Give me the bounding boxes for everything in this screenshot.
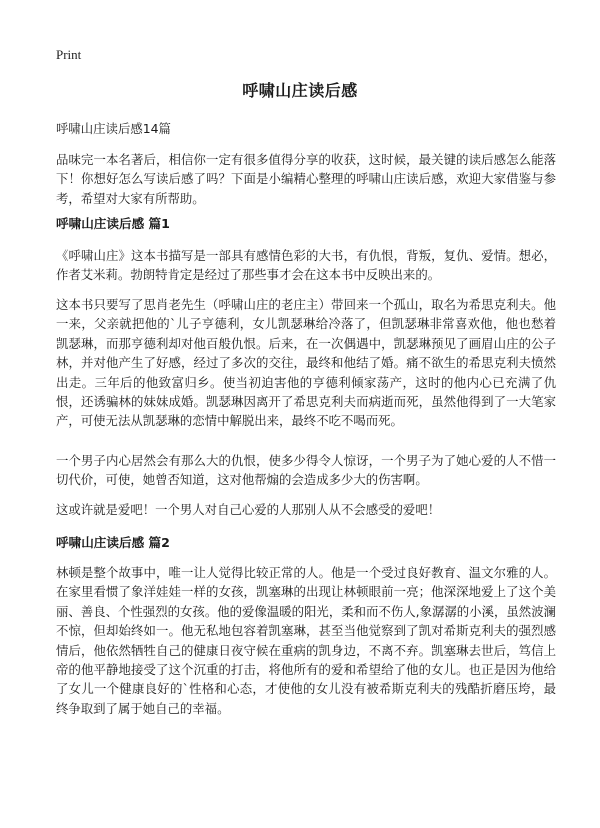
section-1-paragraph-4: 这或许就是爱吧！一个男人对自己心爱的人那别人从不会感受的爱吧！ [56, 502, 441, 517]
section-2-paragraph-1: 林顿是整个故事中，唯一让人觉得比较正常的人。他是一个受过良好教育、温文尔雅的人。在家里看惯了象洋娃娃一样的女孩，凯塞琳的出现让林顿眼前一亮；他深深地爱上了这个美丽、善良、个性强烈的女孩。他的爱像温暖的阳光，柔和而不伤人,象潺潺的小溪，虽然波澜不惊，但却始终如一。他无私地包容着凯塞琳，甚至当他觉察到了凯对希斯克利夫的强烈感情后，他依然牺牲自己的健康日夜守候在重病的凯身边，不离不弃。凯塞琳去世后，笃信上帝的他平静地接受了这个沉重的打击，将他所有的爱和希望给了他的女儿。也正是因为他给了女儿一个健康良好的`性格和心态，才使他的女儿没有被希斯克利夫的残酷折磨压垮，最终争取到了属于她自己的幸福。 [56, 565, 556, 716]
section-1-paragraph-2: 这本书只要写了思肖老先生（呼啸山庄的老庄主）带回来一个孤山，取名为希思克利夫。他一来，父亲就把他的`儿子亨德利，女儿凯瑟琳给冷落了，但凯瑟琳非常喜欢他，他也愁着凯瑟琳，而那亨德利却对他百般仇恨。后来，在一次偶遇中，凯瑟琳预见了画眉山庄的公子林，并对他产生了好感，经过了多次的交往，最终和他结了婚。痛不欲生的希思克利夫愤然出走。三年后的他致富归乡。使当初迫害他的亨德利倾家荡产，这时的他内心已充满了仇恨，还诱骗林的妹妹成婚。凯瑟琳因离开了希思克利夫而病逝而死，虽然他得到了一大笔家产，可使无法从凯瑟琳的恋情中解脱出来，最终不吃不喝而死。 [56, 297, 556, 429]
page-title: 呼啸山庄读后感 [242, 81, 358, 100]
subheading: 呼啸山庄读后感14篇 [56, 121, 171, 136]
section-1-paragraph-1: 《呼啸山庄》这本书描写是一部具有感情色彩的大书，有仇恨，背叛，复仇、爱情。想必，作者艾米莉。勃朗特肯定是经过了那些事才会在这本书中反映出来的。 [56, 248, 556, 283]
intro-paragraph: 品味完一本名著后，相信你一定有很多值得分享的收获，这时候，最关键的读后感怎么能落下！你想好怎么写读后感了吗？下面是小编精心整理的呼啸山庄读后感，欢迎大家借鉴与参考，希望对大家有所帮助。 [56, 152, 556, 206]
section-1-title: 呼啸山庄读后感 篇1 [56, 216, 170, 231]
section-1-paragraph-3: 一个男子内心居然会有那么大的仇恨，使多少得令人惊讶，一个男子为了她心爱的人不惜一切代价，可使，她曾否知道，这对他帮煽的会造成多少大的伤害啊。 [56, 453, 556, 488]
section-2-title: 呼啸山庄读后感 篇2 [56, 535, 170, 550]
print-link[interactable]: Print [56, 47, 82, 62]
